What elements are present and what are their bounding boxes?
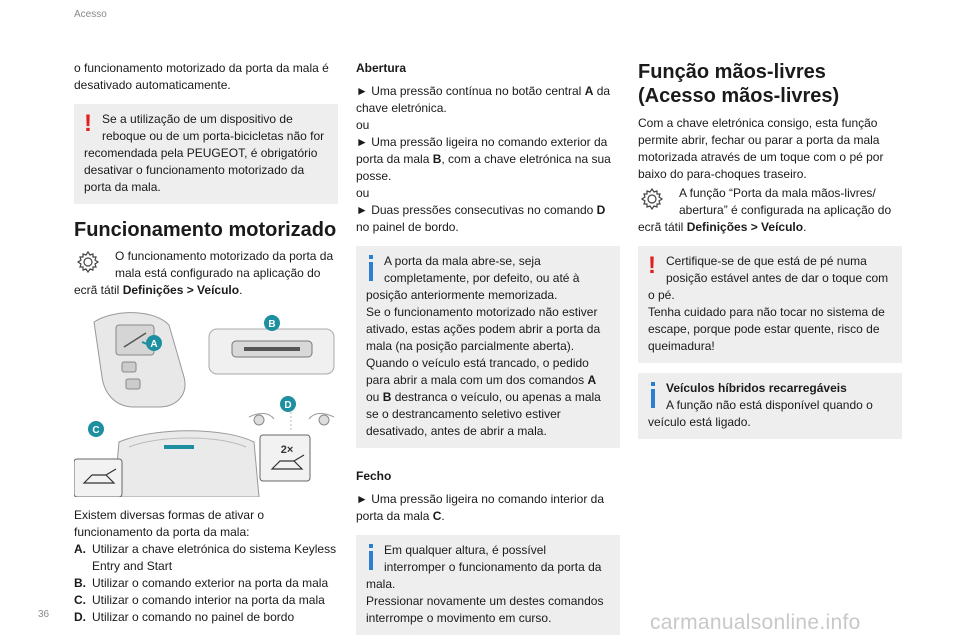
list-text: Utilizar o comando exterior na porta da mala: [92, 576, 329, 590]
settings-path: Definições > Veículo: [686, 220, 804, 234]
info-text: Pressionar novamente um destes comandos interrompe o movimento em curso.: [366, 594, 604, 625]
callout-b-label: B: [268, 319, 276, 330]
watermark: carmanualsonline.info: [650, 611, 861, 634]
list-item: [74, 609, 338, 626]
list-label: C.: [74, 593, 86, 607]
list-text: Utilizar o comando interior na porta da mala: [92, 593, 325, 607]
section-title: Funcionamento motorizado: [74, 219, 337, 241]
double-press-label: 2×: [280, 444, 294, 456]
warning-box: [638, 246, 902, 363]
list-item: [74, 592, 338, 609]
section-title: Função mãos-livres (Acesso mãos-livres): [638, 61, 840, 107]
info-text: Em qualquer altura, é possível interromper o funcionamento da porta da mala.: [366, 543, 602, 591]
page-number: 36: [38, 609, 50, 620]
info-icon: [366, 542, 382, 574]
list-item: [74, 575, 338, 592]
info-box: [638, 373, 902, 439]
exterior-handle-illustration: [209, 329, 334, 374]
or-text: ou: [356, 186, 370, 200]
warning-text: Tenha cuidado para não tocar no sistema de escape, porque pode estar quente, risco de queimadura!: [648, 305, 885, 353]
open-tailgate-illustration: [114, 431, 259, 497]
tailgate-controls-illustration: [74, 307, 338, 497]
closing-title: Fecho: [356, 469, 392, 483]
tailgate-controls-figure: [74, 307, 338, 497]
or-text: ou: [356, 118, 370, 132]
list-text: Utilizar a chave eletrónica do sistema Keyless Entry and Start: [92, 542, 337, 573]
intro-text: Com a chave eletrónica consigo, esta função permite abrir, fechar ou parar a porta da mala motorizada através de um toque com o pé por baixo do para-choques traseiro.: [638, 116, 884, 181]
opening-step-1: ► Uma pressão contínua no botão central A da chave eletrónica.: [356, 84, 611, 115]
exclamation-icon: !: [84, 110, 92, 137]
info-text: A porta da mala abre-se, seja completamente, por defeito, ou até à posição anteriormente memorizada.: [366, 254, 580, 302]
settings-path: Definições > Veículo: [122, 283, 240, 297]
opening-step-2: ► Uma pressão ligeira no comando exterior da porta da mala B, com a chave eletrónica na sua posse.: [356, 135, 611, 183]
list-text: Utilizar o comando no painel de bordo: [92, 610, 295, 624]
list-item: [74, 541, 338, 575]
settings-note: [638, 185, 902, 236]
info-title: Veículos híbridos recarregáveis: [666, 381, 847, 395]
info-box: [356, 246, 620, 448]
warning-text: Certifique-se de que está de pé numa posição estável antes de dar o toque com o pé.: [648, 254, 889, 302]
opening-step-3: ► Duas pressões consecutivas no comando D no painel de bordo.: [356, 203, 606, 234]
info-text: Quando o veículo está trancado, o pedido para abrir a mala com um dos comandos A ou B destranca o veículo, ou apenas a mala se o destrancamento seletivo estiver desativado, antes de abrir a mala.: [366, 356, 601, 438]
settings-text: O funcionamento motorizado da porta da mala está configurado na aplicação do ecrã tátil: [74, 249, 334, 297]
column-left: [74, 60, 338, 626]
closing-step-1: ► Uma pressão ligeira no comando interior da porta da mala C.: [356, 492, 604, 523]
info-icon: [366, 253, 382, 285]
gear-icon: [74, 248, 114, 276]
methods-list: [74, 541, 338, 626]
warning-text: Se a utilização de um dispositivo de reboque ou de um porta-bicicletas não for recomendada pela PEUGEOT, é obrigatório desativar o funcionamento motorizado da porta da mala.: [84, 112, 325, 194]
callout-c-label: C: [92, 425, 100, 436]
column-right: [638, 60, 902, 449]
list-label: A.: [74, 542, 86, 556]
settings-end: .: [239, 283, 243, 297]
key-fob-illustration: [94, 313, 185, 407]
dashboard-button-illustration: [260, 435, 310, 481]
settings-note: [74, 248, 338, 299]
info-text: Se o funcionamento motorizado não estiver ativado, estas ações podem abrir a porta da mala (na posição parcialmente aberta).: [366, 305, 601, 353]
list-label: D.: [74, 610, 86, 624]
intro-text: o funcionamento motorizado da porta da mala é desativado automaticamente.: [74, 61, 329, 92]
exclamation-icon: !: [648, 252, 656, 279]
callout-d-label: D: [284, 400, 292, 411]
settings-end: .: [803, 220, 807, 234]
section-header: Acesso: [74, 9, 107, 20]
dashboard-illustration: [249, 412, 334, 432]
column-middle: [356, 60, 620, 640]
opening-title: Abertura: [356, 61, 407, 75]
gear-icon: [638, 185, 678, 213]
methods-intro: Existem diversas formas de ativar o funcionamento da porta da mala:: [74, 508, 265, 539]
interior-button-illustration: [74, 459, 122, 497]
callout-a-label: A: [150, 339, 158, 350]
info-box: [356, 535, 620, 635]
list-label: B.: [74, 576, 86, 590]
warning-box: [74, 104, 338, 204]
info-icon: [648, 380, 664, 412]
info-text: A função não está disponível quando o veículo está ligado.: [648, 398, 873, 429]
settings-text: A função “Porta da mala mãos-livres/ abertura” é configurada na aplicação do ecrã tátil: [638, 186, 892, 234]
